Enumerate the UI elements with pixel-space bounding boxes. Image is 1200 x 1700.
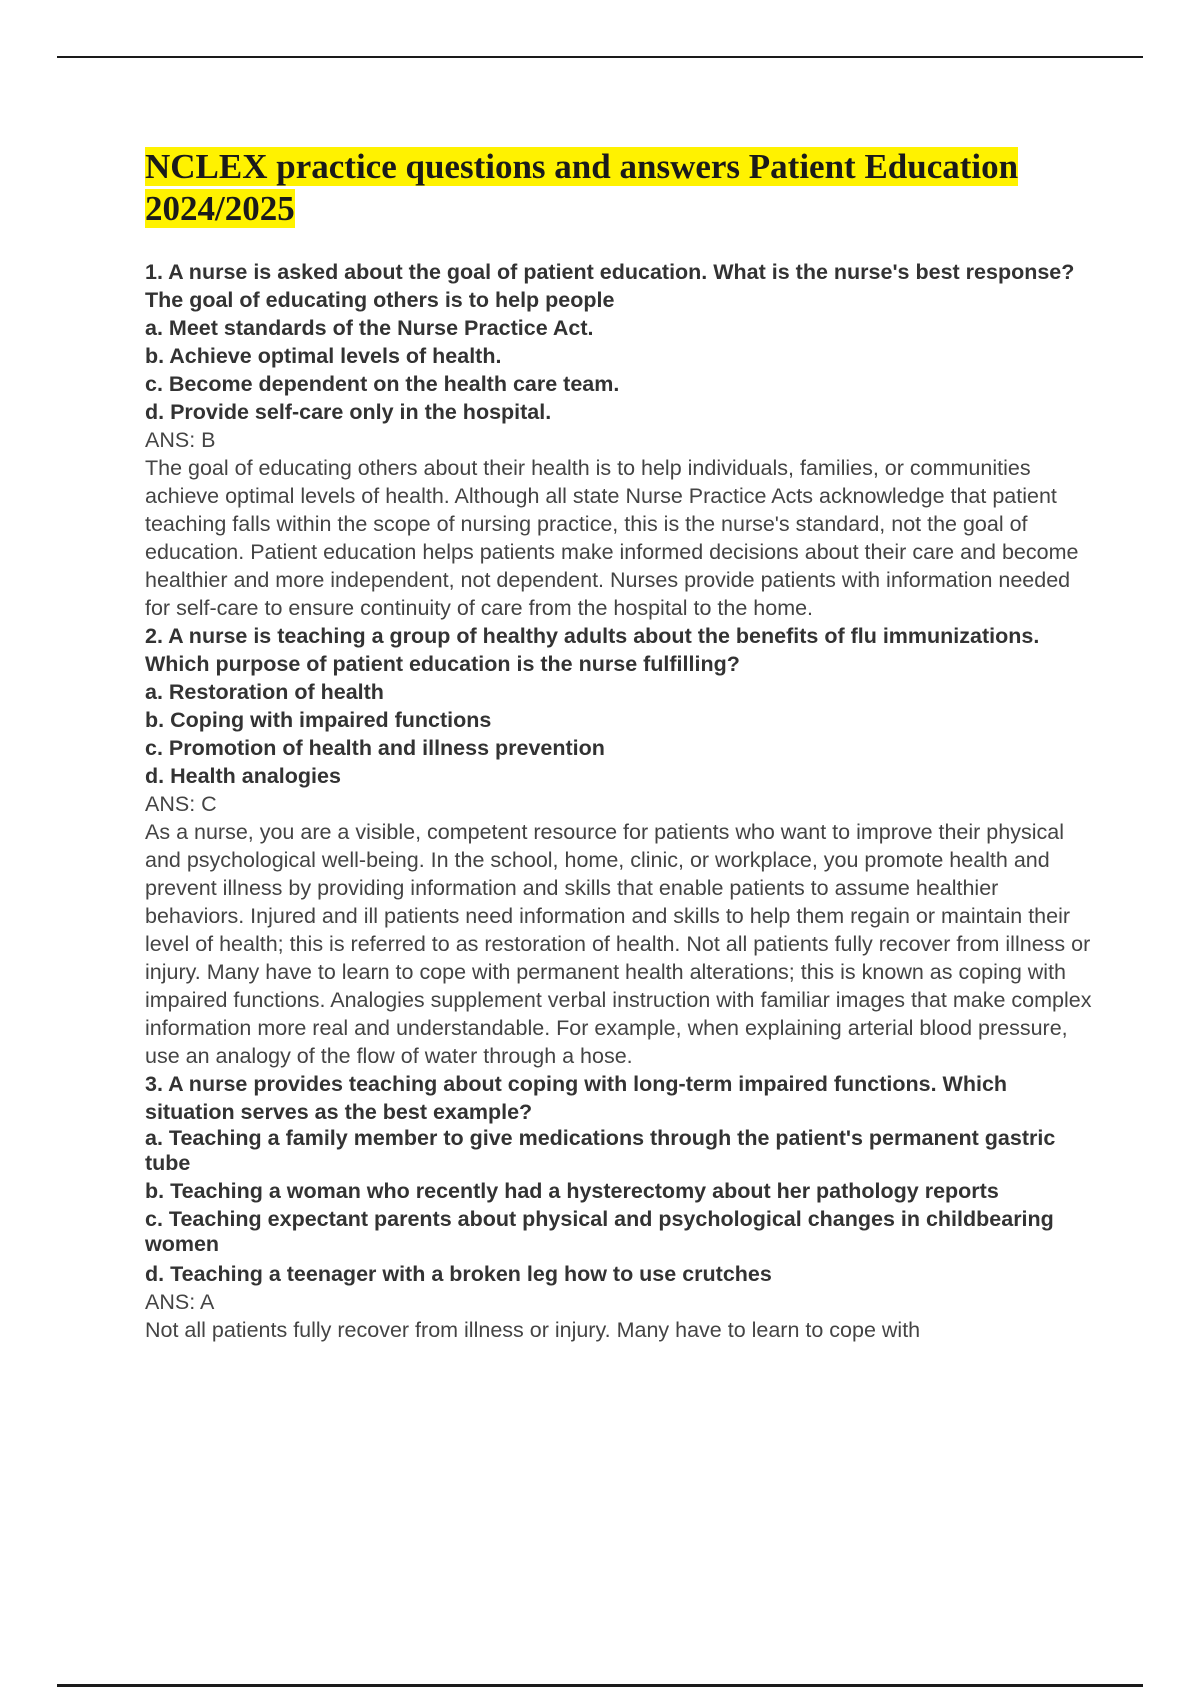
document-title-text: NCLEX practice questions and answers Patient Education 2024/2025: [145, 147, 1019, 228]
option-d: d. Health analogies: [145, 764, 341, 788]
question-block-3: [145, 1070, 1095, 1344]
question-text: 2. A nurse is teaching a group of healthy adults about the benefits of flu immunizations. Which purpose of patient education is the nurse fulfilling?: [145, 624, 1040, 676]
answer-rationale: As a nurse, you are a visible, competent resource for patients who want to improve their physical and psychological well-being. In the school, home, clinic, or workplace, you promote health and prevent illness by providing information and skills that enable patients to assume healthier behaviors. Injured and ill patients need information and skills to help them regain or maintain their level of health; this is referred to as restoration of health. Not all patients fully recover from illness or injury. Many have to learn to cope with permanent health alterations; this is known as coping with impaired functions. Analogies supplement verbal instruction with familiar images that make complex information more real and understandable. For example, when explaining arterial blood pressure, use an analogy of the flow of water through a hose.: [145, 820, 1092, 1068]
option-d: d. Provide self-care only in the hospital.: [145, 400, 552, 424]
option-a: a. Restoration of health: [145, 680, 384, 704]
question-block-1: [145, 258, 1095, 622]
document-body: [145, 146, 1095, 1344]
option-b: b. Teaching a woman who recently had a hysterectomy about her pathology reports: [145, 1179, 999, 1203]
option-b: b. Achieve optimal levels of health.: [145, 344, 502, 368]
answer-key: ANS: C: [145, 792, 217, 816]
answer-key: ANS: A: [145, 1290, 215, 1314]
header-rule: [57, 56, 1143, 58]
answer-rationale: The goal of educating others about their health is to help individuals, families, or communities achieve optimal levels of health. Although all state Nurse Practice Acts acknowledge that patient teaching falls within the scope of nursing practice, this is the nurse's standard, not the goal of education. Patient education helps patients make informed decisions about their care and become healthier and more independent, not dependent. Nurses provide patients with information needed for self-care to ensure continuity of care from the hospital to the home.: [145, 456, 1079, 620]
answer-rationale: Not all patients fully recover from illness or injury. Many have to learn to cope with: [145, 1318, 921, 1342]
option-a: a. Meet standards of the Nurse Practice Act.: [145, 316, 594, 340]
document-title: [145, 146, 1095, 230]
option-c: c. Teaching expectant parents about physical and psychological changes in childbearing women: [145, 1207, 1054, 1256]
question-text: 1. A nurse is asked about the goal of patient education. What is the nurse's best response? The goal of educating others is to help people: [145, 260, 1075, 312]
question-text: 3. A nurse provides teaching about coping with long-term impaired functions. Which situation serves as the best example?: [145, 1072, 1008, 1124]
option-a: a. Teaching a family member to give medications through the patient's permanent gastric tube: [145, 1126, 1056, 1175]
question-block-2: [145, 622, 1095, 1070]
answer-key: ANS: B: [145, 428, 216, 452]
option-b: b. Coping with impaired functions: [145, 708, 492, 732]
option-d: d. Teaching a teenager with a broken leg how to use crutches: [145, 1262, 772, 1286]
footer-rule: [57, 1684, 1143, 1687]
option-c: c. Promotion of health and illness prevention: [145, 736, 605, 760]
option-c: c. Become dependent on the health care team.: [145, 372, 620, 396]
